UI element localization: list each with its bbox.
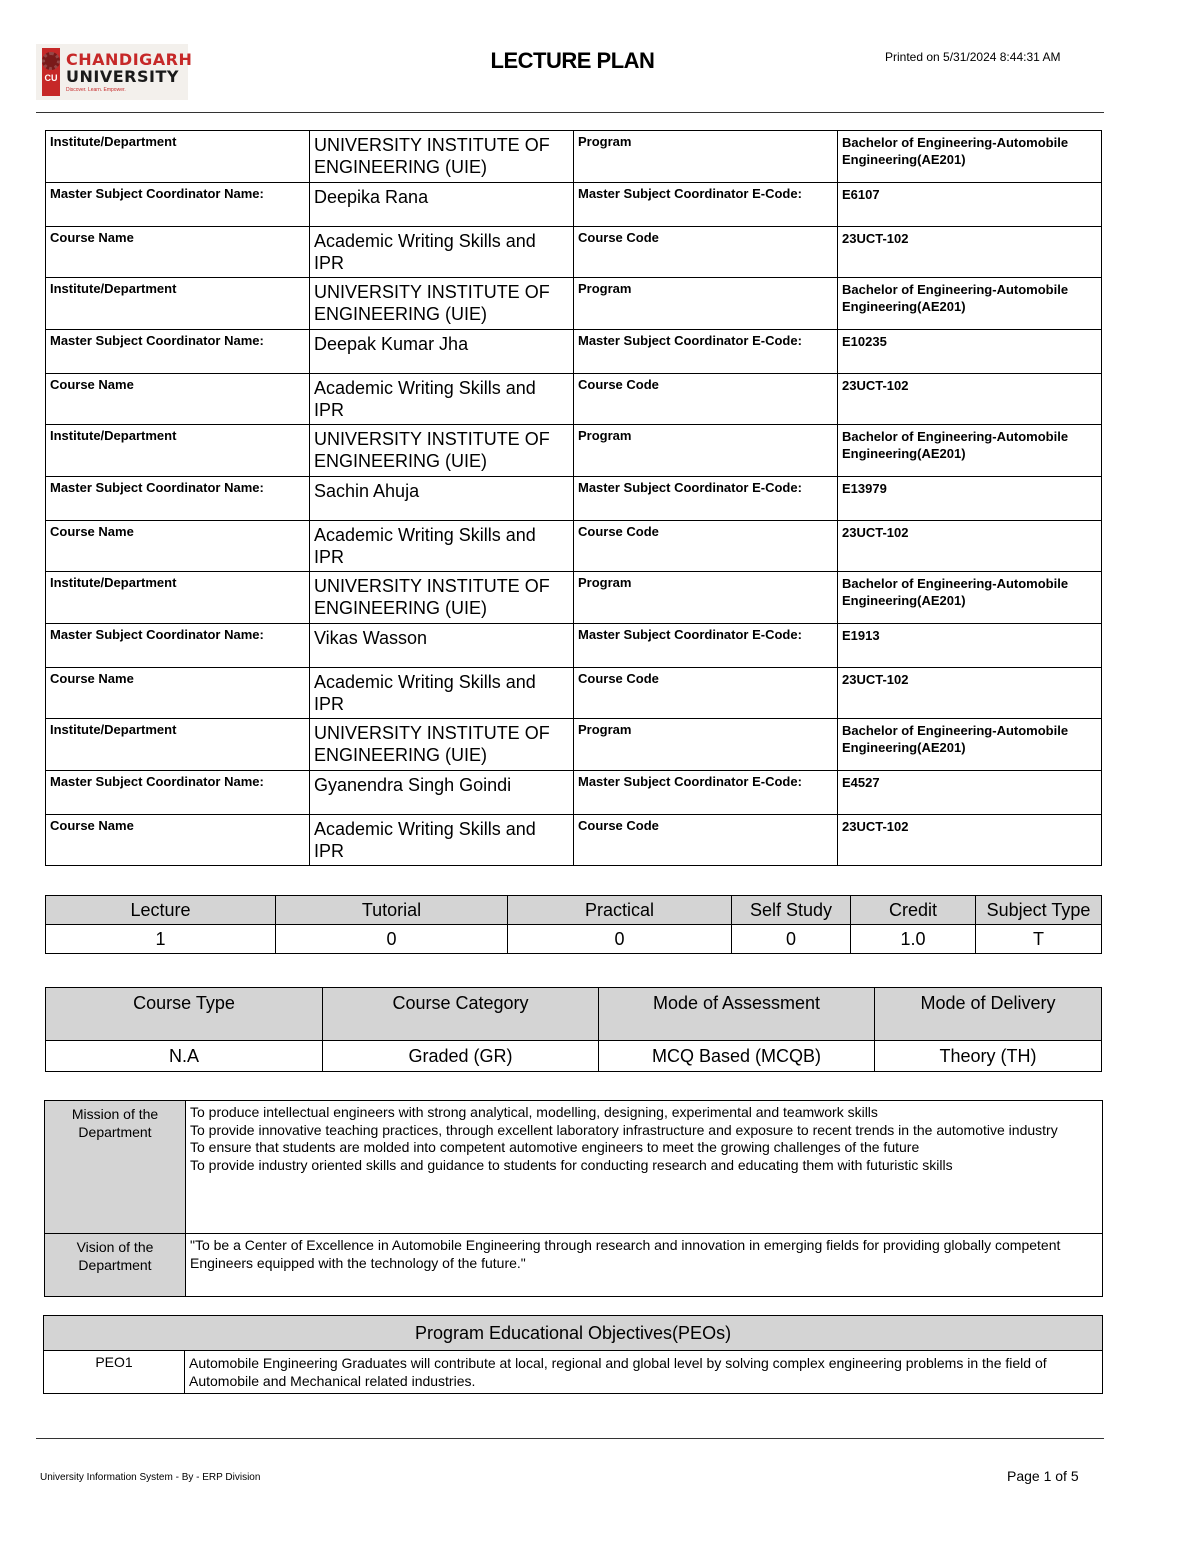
coordinator-ecode-label: Master Subject Coordinator E-Code: xyxy=(574,771,838,815)
coordinator-row xyxy=(46,183,1102,227)
institute-value: UNIVERSITY INSTITUTE OF ENGINEERING (UIE) xyxy=(310,278,574,330)
mission-line: To produce intellectual engineers with strong analytical, modelling, designing, experimental and teamwork skills xyxy=(190,1104,878,1120)
coordinator-name-label: Master Subject Coordinator Name: xyxy=(46,771,310,815)
program-label: Program xyxy=(574,719,838,771)
ltp-value-lecture: 1 xyxy=(46,925,276,954)
vision-text: "To be a Center of Excellence in Automobile Engineering through research and innovation in emerging fields for providing globally competent Engineers equipped with the technology of the future." xyxy=(186,1234,1103,1297)
institute-row xyxy=(46,572,1102,624)
course-code-label: Course Code xyxy=(574,374,838,425)
institute-value: UNIVERSITY INSTITUTE OF ENGINEERING (UIE) xyxy=(310,572,574,624)
institute-value: UNIVERSITY INSTITUTE OF ENGINEERING (UIE) xyxy=(310,131,574,183)
coordinator-name-value: Gyanendra Singh Goindi xyxy=(310,771,574,815)
course-code-value: 23UCT-102 xyxy=(838,521,1102,572)
coordinator-ecode-value: E6107 xyxy=(838,183,1102,227)
course-code-label: Course Code xyxy=(574,815,838,866)
program-value: Bachelor of Engineering-Automobile Engineering(AE201) xyxy=(838,572,1102,624)
course-name-label: Course Name xyxy=(46,521,310,572)
coordinator-ecode-label: Master Subject Coordinator E-Code: xyxy=(574,624,838,668)
mode-of-delivery-value: Theory (TH) xyxy=(875,1041,1102,1072)
course-code-value: 23UCT-102 xyxy=(838,374,1102,425)
coordinator-name-value: Sachin Ahuja xyxy=(310,477,574,521)
ltp-header-practical: Practical xyxy=(508,896,732,925)
course-code-label: Course Code xyxy=(574,227,838,278)
page-header xyxy=(0,0,1200,115)
course-code-value: 23UCT-102 xyxy=(838,227,1102,278)
mode-of-assessment-value: MCQ Based (MCQB) xyxy=(599,1041,875,1072)
peo-text: Automobile Engineering Graduates will contribute at local, regional and global level by solving complex engineering problems in the field of Automobile and Mechanical related industries. xyxy=(185,1351,1103,1394)
ltp-header-lecture: Lecture xyxy=(46,896,276,925)
mode-of-delivery-header: Mode of Delivery xyxy=(875,988,1102,1041)
course-info-table xyxy=(45,130,1102,866)
course-type-table xyxy=(45,987,1102,1072)
institute-value: UNIVERSITY INSTITUTE OF ENGINEERING (UIE) xyxy=(310,719,574,771)
coordinator-ecode-value: E4527 xyxy=(838,771,1102,815)
institute-label: Institute/Department xyxy=(46,131,310,183)
course-code-value: 23UCT-102 xyxy=(838,815,1102,866)
institute-row xyxy=(46,719,1102,771)
page-number: Page 1 of 5 xyxy=(1007,1468,1079,1484)
coordinator-row xyxy=(46,624,1102,668)
course-name-label: Course Name xyxy=(46,668,310,719)
peo-title: Program Educational Objectives(PEOs) xyxy=(44,1316,1103,1351)
mission-line: To provide industry oriented skills and guidance to students for conducting research and educating them with futuristic skills xyxy=(190,1156,953,1173)
logo-tagline: Discover. Learn. Empower. xyxy=(66,86,126,93)
course-row xyxy=(46,227,1102,278)
mission-line: To provide innovative teaching practices, through excellent laboratory infrastructure and exposure to recent trends in the automotive industry xyxy=(190,1121,1058,1138)
coordinator-ecode-value: E1913 xyxy=(838,624,1102,668)
program-label: Program xyxy=(574,278,838,330)
course-type-value: N.A xyxy=(46,1041,323,1072)
course-name-value: Academic Writing Skills and IPR xyxy=(310,227,574,278)
coordinator-ecode-value: E10235 xyxy=(838,330,1102,374)
course-name-value: Academic Writing Skills and IPR xyxy=(310,521,574,572)
coordinator-name-value: Vikas Wasson xyxy=(310,624,574,668)
ltp-value-practical: 0 xyxy=(508,925,732,954)
page-title: LECTURE PLAN xyxy=(490,48,655,73)
logo-badge: CU xyxy=(44,73,58,83)
institute-row xyxy=(46,278,1102,330)
ltp-header-subject-type: Subject Type xyxy=(976,896,1102,925)
footer-divider xyxy=(36,1438,1104,1439)
header-divider xyxy=(36,112,1104,113)
ltp-credit-table xyxy=(45,895,1102,954)
coordinator-name-label: Master Subject Coordinator Name: xyxy=(46,183,310,227)
logo-name-line2: UNIVERSITY xyxy=(66,66,179,86)
peo-table xyxy=(43,1315,1103,1394)
institute-label: Institute/Department xyxy=(46,278,310,330)
logo-name-line1: CHANDIGARH xyxy=(66,49,193,69)
ltp-value-self-study: 0 xyxy=(732,925,851,954)
ltp-value-subject-type: T xyxy=(976,925,1102,954)
footer-system-name: University Information System - By - ERP Division xyxy=(40,1472,261,1483)
program-value: Bachelor of Engineering-Automobile Engineering(AE201) xyxy=(838,131,1102,183)
course-type-header: Course Type xyxy=(46,988,323,1041)
course-category-value: Graded (GR) xyxy=(323,1041,599,1072)
course-name-value: Academic Writing Skills and IPR xyxy=(310,668,574,719)
course-name-label: Course Name xyxy=(46,815,310,866)
program-label: Program xyxy=(574,572,838,624)
course-row xyxy=(46,668,1102,719)
coordinator-ecode-value: E13979 xyxy=(838,477,1102,521)
institute-label: Institute/Department xyxy=(46,425,310,477)
ltp-header-self-study: Self Study xyxy=(732,896,851,925)
printed-timestamp: Printed on 5/31/2024 8:44:31 AM xyxy=(885,50,1061,64)
course-row xyxy=(46,374,1102,425)
program-value: Bachelor of Engineering-Automobile Engineering(AE201) xyxy=(838,719,1102,771)
program-label: Program xyxy=(574,425,838,477)
mission-vision-table xyxy=(44,1100,1103,1297)
ltp-value-tutorial: 0 xyxy=(276,925,508,954)
course-code-value: 23UCT-102 xyxy=(838,668,1102,719)
program-value: Bachelor of Engineering-Automobile Engineering(AE201) xyxy=(838,278,1102,330)
coordinator-name-value: Deepika Rana xyxy=(310,183,574,227)
mode-of-assessment-header: Mode of Assessment xyxy=(599,988,875,1041)
coordinator-name-label: Master Subject Coordinator Name: xyxy=(46,624,310,668)
institute-value: UNIVERSITY INSTITUTE OF ENGINEERING (UIE) xyxy=(310,425,574,477)
course-category-header: Course Category xyxy=(323,988,599,1041)
coordinator-ecode-label: Master Subject Coordinator E-Code: xyxy=(574,183,838,227)
course-row xyxy=(46,815,1102,866)
coordinator-name-value: Deepak Kumar Jha xyxy=(310,330,574,374)
coordinator-row xyxy=(46,330,1102,374)
peo-id: PEO1 xyxy=(44,1351,185,1394)
coordinator-ecode-label: Master Subject Coordinator E-Code: xyxy=(574,330,838,374)
ltp-value-credit: 1.0 xyxy=(851,925,976,954)
institute-label: Institute/Department xyxy=(46,719,310,771)
program-label: Program xyxy=(574,131,838,183)
coordinator-name-label: Master Subject Coordinator Name: xyxy=(46,330,310,374)
mission-line: To ensure that students are molded into competent automotive engineers to meet the growing challenges of the future xyxy=(190,1139,920,1155)
institute-row xyxy=(46,425,1102,477)
coordinator-row xyxy=(46,477,1102,521)
ltp-header-tutorial: Tutorial xyxy=(276,896,508,925)
institute-label: Institute/Department xyxy=(46,572,310,624)
course-name-value: Academic Writing Skills and IPR xyxy=(310,815,574,866)
course-row xyxy=(46,521,1102,572)
course-name-label: Course Name xyxy=(46,227,310,278)
vision-label: Vision of the Department xyxy=(45,1234,186,1297)
course-name-value: Academic Writing Skills and IPR xyxy=(310,374,574,425)
institute-row xyxy=(46,131,1102,183)
mission-label: Mission of the Department xyxy=(45,1101,186,1234)
course-code-label: Course Code xyxy=(574,521,838,572)
course-code-label: Course Code xyxy=(574,668,838,719)
mission-text xyxy=(186,1101,1103,1234)
ltp-header-credit: Credit xyxy=(851,896,976,925)
coordinator-ecode-label: Master Subject Coordinator E-Code: xyxy=(574,477,838,521)
coordinator-row xyxy=(46,771,1102,815)
program-value: Bachelor of Engineering-Automobile Engineering(AE201) xyxy=(838,425,1102,477)
coordinator-name-label: Master Subject Coordinator Name: xyxy=(46,477,310,521)
course-name-label: Course Name xyxy=(46,374,310,425)
